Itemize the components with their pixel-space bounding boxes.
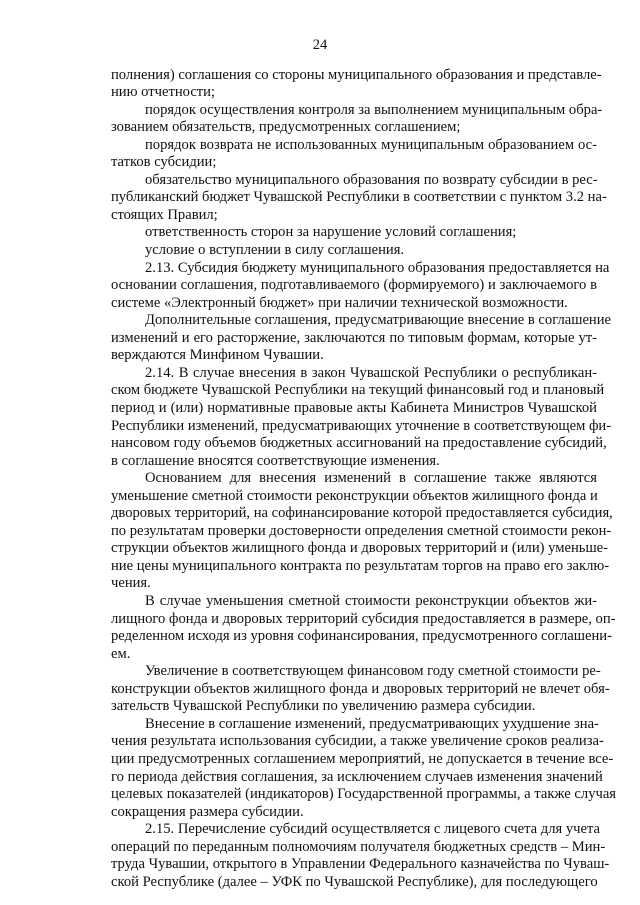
text-line: ределенном исходя из уровня софинансирования, предусмотренного соглашени- xyxy=(111,628,612,645)
text-line: системе «Электронный бюджет» при наличии технической возможности. xyxy=(111,294,568,311)
text-line: ском бюджете Чувашской Республики на текущий финансовый год и плановый xyxy=(111,382,605,399)
text-line: операций по переданным полномочиям получателя бюджетных средств – Мин- xyxy=(111,838,606,855)
text-line: нансовом году объемов бюджетных ассигнований на предоставление субсидий, xyxy=(111,435,607,452)
text-line: сокращения размера субсидии. xyxy=(111,803,304,820)
text-line: нию отчетности; xyxy=(111,84,216,101)
text-line: 2.14. В случае внесения в закон Чувашской Республики о республикан- xyxy=(145,364,597,381)
text-line: Внесение в соглашение изменений, предусматривающих ухудшение зна- xyxy=(145,715,599,732)
text-line: струкции объектов жилищного фонда и дворовых территорий и (или) уменьше- xyxy=(111,540,609,557)
text-line: татков субсидии; xyxy=(111,154,217,171)
text-line: го периода действия соглашения, за исключением случаев изменения значений xyxy=(111,768,603,785)
text-line: стоящих Правил; xyxy=(111,206,218,223)
text-line: условие о вступлении в силу соглашения. xyxy=(145,242,405,258)
text-line: Дополнительные соглашения, предусматривающие внесение в соглашение xyxy=(145,312,612,329)
text-line: порядок осуществления контроля за выполнением муниципальным обра- xyxy=(145,101,603,118)
text-line: зательств Чувашской Республики по увеличению размера субсидии. xyxy=(111,698,536,715)
text-line: конструкции объектов жилищного фонда и дворовых территорий не влечет обя- xyxy=(111,680,610,697)
page-number: 24 xyxy=(312,37,328,53)
text-line: порядок возврата не использованных муниципальным образованием ос- xyxy=(145,136,597,153)
text-line: обязательство муниципального образования по возврату субсидии в рес- xyxy=(145,171,598,188)
text-line: Республики изменений, предусматривающих уточнение в соответствующем фи- xyxy=(111,417,612,434)
text-line: Увеличение в соответствующем финансовом году сметной стоимости ре- xyxy=(145,663,601,680)
text-line: чения результата использования субсидии, а также увеличение сроков реализа- xyxy=(111,733,604,750)
text-line: верждаются Минфином Чувашии. xyxy=(111,347,324,364)
text-line: ем. xyxy=(111,645,131,662)
text-line: целевых показателей (индикаторов) Государственной программы, а также случая xyxy=(111,786,617,803)
text-line: период и (или) нормативные правовые акты Кабинета Министров Чувашской xyxy=(111,399,597,416)
text-line: труда Чувашии, открытого в Управлении Федерального казначейства по Чуваш- xyxy=(111,856,610,873)
text-line: зованием обязательств, предусмотренных соглашением; xyxy=(111,119,461,136)
text-line: по результатам проверки достоверности определения сметной стоимости рекон- xyxy=(111,522,612,539)
text-line: дворовых территорий, на софинансирование которой предоставляется субсидия, xyxy=(111,505,613,522)
text-line: уменьшение сметной стоимости реконструкции объектов жилищного фонда и xyxy=(111,487,598,504)
text-line: лищного фонда и дворовых территорий субсидия предоставляется в размере, оп- xyxy=(111,610,616,627)
text-line: ской Республике (далее – УФК по Чувашской Республике), для последующего xyxy=(111,873,598,890)
text-line: в соглашение вносятся соответствующие изменения. xyxy=(111,452,440,469)
text-line: 2.13. Субсидия бюджету муниципального образования предоставляется на xyxy=(145,259,610,276)
text-line: В случае уменьшения сметной стоимости реконструкции объектов жи- xyxy=(145,593,597,609)
text-line: полнения) соглашения со стороны муниципального образования и представле- xyxy=(111,66,602,83)
text-line: 2.15. Перечисление субсидий осуществляется с лицевого счета для учета xyxy=(145,821,600,838)
text-line: публиканский бюджет Чувашской Республики в соответствии с пунктом 3.2 на- xyxy=(111,189,607,206)
text-line: ние цены муниципального контракта по результатам торгов на право его заклю- xyxy=(111,557,610,574)
text-line: основании соглашения, подготавливаемого (формируемого) и заключаемого в xyxy=(111,277,597,294)
text-line: изменений и его расторжение, заключаются по типовым формам, которые ут- xyxy=(111,329,597,346)
text-line: Основанием для внесения изменений в соглашение также являются xyxy=(145,470,597,487)
text-line: ции предусмотренных соглашением мероприятий, не допускается в течение все- xyxy=(111,750,614,767)
text-line: чения. xyxy=(111,575,151,592)
text-line: ответственность сторон за нарушение условий соглашения; xyxy=(145,224,517,241)
